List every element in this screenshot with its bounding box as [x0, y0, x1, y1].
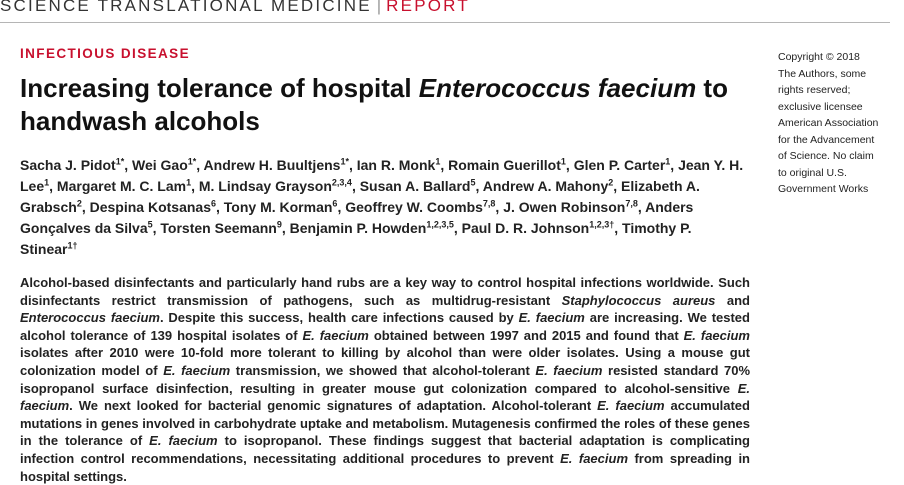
- copyright-line: The Authors, some: [778, 67, 867, 80]
- copyright-line: exclusive licensee: [778, 100, 863, 113]
- author: [503, 199, 638, 215]
- author: [360, 178, 476, 194]
- author-affiliation: 2,3,4: [331, 177, 352, 188]
- abstract-species: E. faecium: [302, 327, 369, 343]
- author: [448, 157, 566, 173]
- title-species: Enterococcus faecium: [418, 73, 697, 103]
- abstract-species: E. faecium: [149, 433, 218, 449]
- abstract-species: E. faecium: [560, 450, 628, 466]
- header-separator: |: [376, 0, 382, 15]
- abstract-species: Enterococcus faecium: [20, 310, 160, 326]
- abstract-text: resisted standard 70% isopropanol surface disinfection, resulting in greater mouse gut colonization compared to alcohol-sensitive: [20, 362, 750, 396]
- abstract-text: . We next looked for bacterial genomic signatures of adaptation. Alcohol-tolerant: [69, 398, 598, 414]
- journal-name: SCIENCE TRANSLATIONAL MEDICINE: [0, 0, 372, 15]
- author-affiliation: 5: [147, 219, 153, 230]
- author-name: Tony M. Korman: [223, 199, 333, 215]
- author-affiliation: 1: [186, 177, 192, 188]
- author-name: Despina Kotsanas: [89, 199, 211, 215]
- copyright-line: Copyright © 2018: [778, 51, 860, 63]
- abstract-text: and: [715, 292, 750, 308]
- author: [90, 199, 216, 215]
- abstract-species: E. faecium: [20, 380, 750, 414]
- author-affiliation: 1*: [340, 156, 349, 167]
- author-affiliation: 7,8: [625, 198, 638, 209]
- abstract-species: E. faecium: [597, 398, 665, 414]
- header-rule: [0, 22, 890, 23]
- copyright-line: of Science. No claim: [778, 150, 874, 162]
- author-name: Elizabeth A. Grabsch: [20, 178, 700, 215]
- author-affiliation: 6: [332, 198, 338, 209]
- author: [574, 157, 671, 173]
- author-affiliation: 1: [435, 156, 441, 167]
- abstract-text: obtained between 1997 and 2015 and found that: [368, 327, 684, 343]
- author-list: Sacha J. Pidot$^{1*}$, Wei Gao$^{1*}$, Andrew H. Buultjens$^{1*}$, Ian R. Monk$^1$, Romain Guerillot$^1$, Glen P. Carter$^1$, Jean Y. H. Lee$^1$, Margaret M. C. Lam$^1$, M. Lindsay Grayson$^{2,3,4}$, Susan A. Ballard$^5$, Andrew A. Mahony$^2$, Elizabeth A. Grabsch$^2$, Despina Kotsanas$^6$, Tony M. Korman$^6$, Geoffrey W. Coombs$^{7,8}$, J. Owen Robinson$^{7,8}$, Anders Gonçalves da Silva$^5$, Torsten Seemann$^9$, Benjamin P. Howden$^{1,2,3,5}$, Paul D. R. Johnson$^{1,2,3\dagger}$, Timothy P. Stinear$^{1\dagger}$: [20, 156, 744, 257]
- author: [462, 220, 615, 236]
- author-name: Romain Guerillot: [448, 157, 561, 173]
- author: [132, 157, 196, 173]
- author-name: Paul D. R. Johnson: [461, 220, 590, 236]
- author-affiliation: 6: [210, 198, 216, 209]
- author-name: Sacha J. Pidot: [20, 157, 116, 173]
- author-affiliation: 9: [276, 219, 282, 230]
- author-name: M. Lindsay Grayson: [198, 178, 332, 194]
- abstract-text: . Despite this success, health care infections caused by: [159, 310, 519, 326]
- abstract-text: accumulated mutations in genes involved in carbohydrate uptake and metabolism. Mutagenesis confirmed the roles of these genes in the tolerance of: [20, 398, 750, 449]
- author-name: Anders Gonçalves da Silva: [20, 199, 694, 236]
- section-label: INFECTIOUS DISEASE: [20, 46, 190, 61]
- abstract-species: E. faecium: [518, 310, 585, 326]
- author: [224, 199, 338, 215]
- copyright-line: rights reserved;: [778, 84, 851, 96]
- abstract-text: from spreading in hospital settings.: [20, 450, 750, 484]
- article-title: [20, 72, 760, 138]
- author-affiliation: 1*: [187, 156, 197, 167]
- author-name: Glen P. Carter: [573, 157, 666, 173]
- author-name: Andrew H. Buultjens: [203, 157, 341, 173]
- abstract-text: are increasing. We tested alcohol tolerance of 139 hospital isolates of: [20, 310, 750, 343]
- abstract-text: isolates after 2010 were 10-fold more tolerant to killing by alcohol than were older isolates. Using a mouse gut colonization model of: [20, 345, 750, 378]
- copyright-notice: [778, 49, 890, 198]
- copyright-line: American Association: [778, 117, 879, 129]
- author: [483, 178, 614, 194]
- author-affiliation: 1†: [67, 240, 78, 251]
- abstract-species: E. faecium: [535, 362, 603, 378]
- author-name: Benjamin P. Howden: [289, 220, 427, 236]
- author-affiliation: 5: [470, 177, 476, 188]
- abstract-species: E. faecium: [683, 327, 750, 343]
- author: [199, 178, 352, 194]
- title-part-1: Increasing tolerance of hospital: [20, 73, 419, 103]
- author-affiliation: 1: [560, 156, 566, 167]
- abstract-species: E. faecium: [163, 362, 231, 378]
- abstract-text: to isopropanol. These findings suggest that bacterial adaptation is complicating infection control recommendations, necessitating additional procedures to prevent: [20, 433, 750, 466]
- author-name: Torsten Seemann: [160, 220, 277, 236]
- author: [290, 220, 454, 236]
- author-name: Timothy P. Stinear: [20, 220, 692, 257]
- abstract: [20, 274, 750, 485]
- author: [160, 220, 281, 236]
- author-affiliation: 1,2,3†: [589, 219, 615, 230]
- abstract-species: Staphylococcus aureus: [561, 292, 716, 308]
- author-affiliation: 2: [76, 198, 82, 209]
- author: [57, 178, 191, 194]
- author-name: Andrew A. Mahony: [482, 178, 609, 194]
- author-name: Susan A. Ballard: [359, 178, 471, 194]
- article-type: REPORT: [386, 0, 470, 15]
- author-name: Margaret M. C. Lam: [56, 178, 187, 194]
- author-affiliation: 7,8: [482, 198, 496, 209]
- title-part-2: to handwash alcohols: [20, 73, 728, 136]
- author-name: Jean Y. H. Lee: [20, 157, 744, 194]
- author-name: Ian R. Monk: [356, 157, 436, 173]
- copyright-line: to original U.S.: [778, 166, 847, 179]
- author: [20, 157, 124, 173]
- author-name: Wei Gao: [132, 157, 188, 173]
- author-name: J. Owen Robinson: [503, 199, 626, 215]
- author: [357, 157, 441, 173]
- author-affiliation: 2: [608, 177, 614, 188]
- copyright-line: for the Advancement: [778, 133, 875, 146]
- abstract-text: transmission, we showed that alcohol-tolerant: [230, 362, 536, 378]
- copyright-line: Government Works: [778, 183, 869, 195]
- author: [345, 199, 495, 215]
- author-affiliation: 1,2,3,5: [426, 219, 454, 230]
- author-affiliation: 1: [44, 177, 50, 188]
- journal-header: [0, 0, 890, 16]
- author-affiliation: 1: [665, 156, 671, 167]
- author-affiliation: 1*: [115, 156, 125, 167]
- author-name: Geoffrey W. Coombs: [345, 199, 483, 215]
- abstract-text: Alcohol-based disinfectants and particularly hand rubs are a key way to control hospital infections worldwide. Such disinfectants restrict transmission of pathogens, such as multidrug-resistant: [20, 275, 750, 308]
- author: [204, 157, 349, 173]
